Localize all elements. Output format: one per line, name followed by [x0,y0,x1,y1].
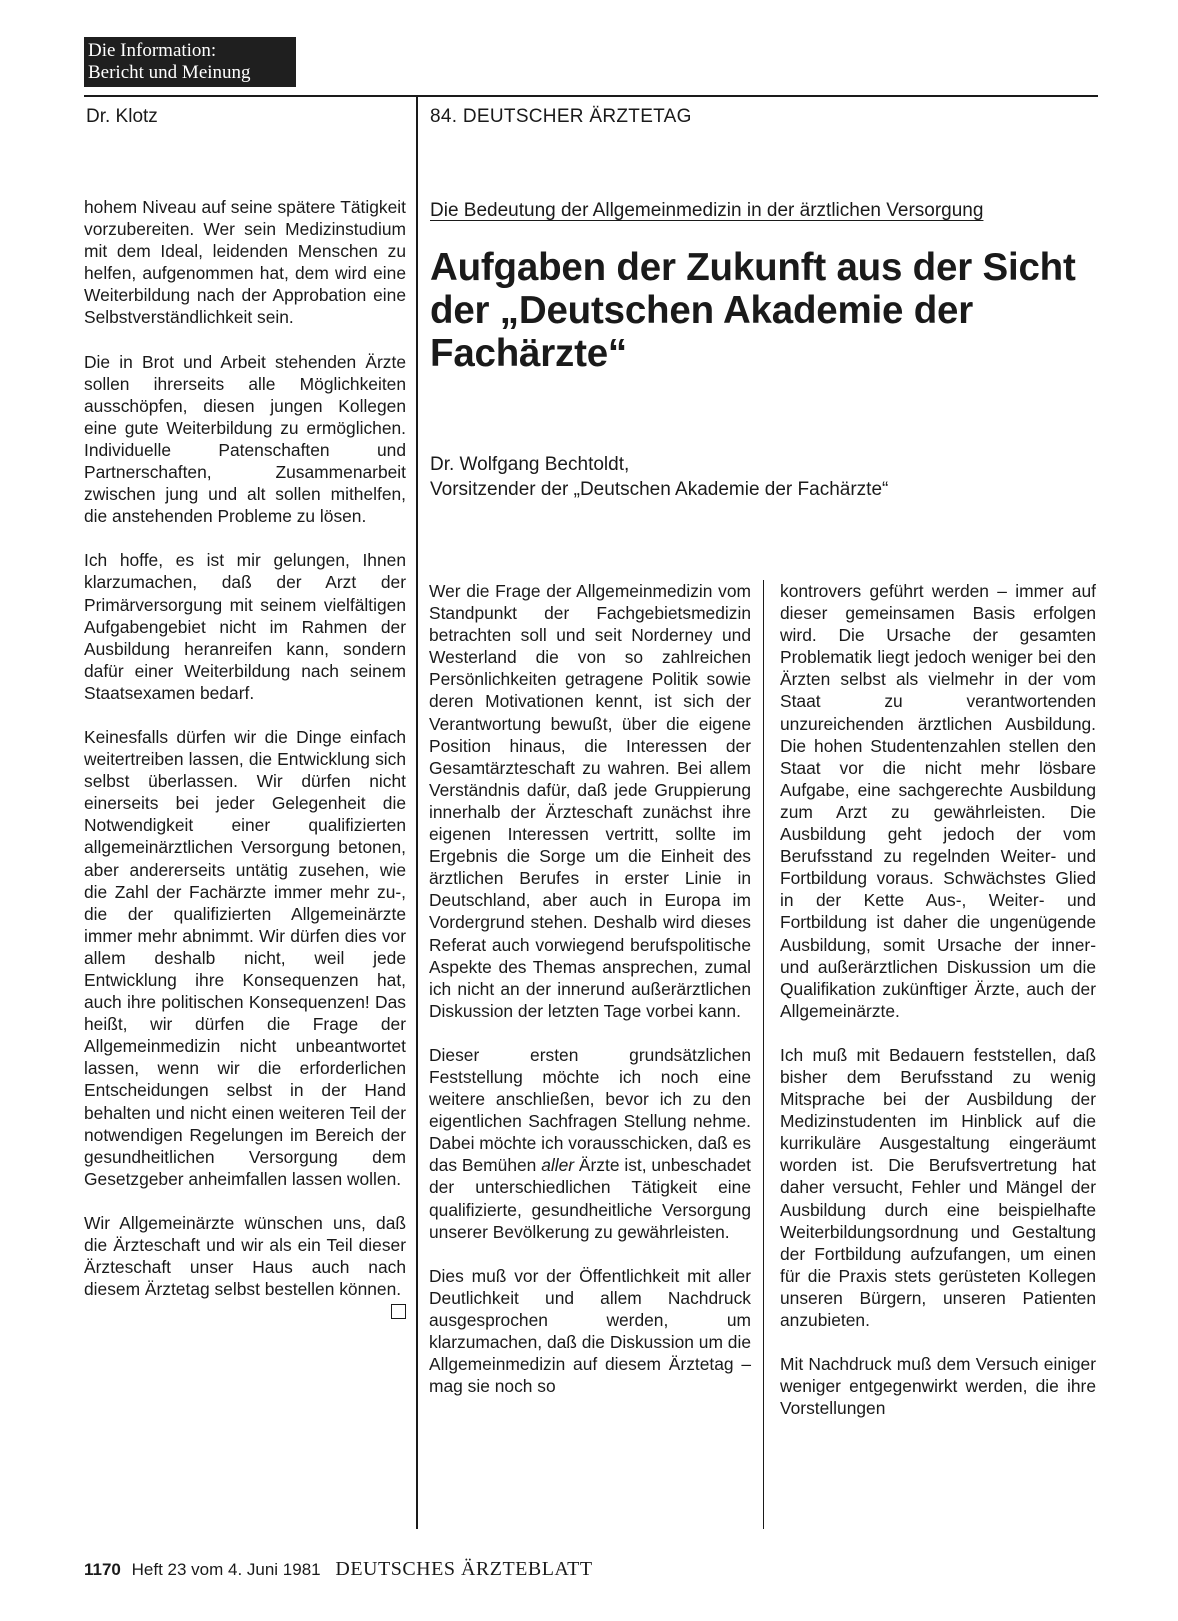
end-of-article-square-icon [391,1304,406,1319]
paragraph: Keinesfalls dürfen wir die Dinge einfach weitertreiben lassen, die Entwicklung sich selbst überlassen. Wir dürfen nicht einerseits bei jeder Gelegenheit die Notwendigkeit einer qualifizierten allgemeinärztlichen Versorgung betonen, aber andererseits untätig zusehen, wie die Zahl der Fachärzte immer mehr zu-, die der qualifizierten Allgemeinärzte immer mehr abnimmt. Wir dürfen dies vor allem deshalb nicht, weil jede Entwicklung ihre Konsequenzen hat, auch ihre politischen Konsequenzen! Das heißt, wir dürfen die Frage der Allgemeinmedizin nicht unbeantwortet lassen, wenn wir die erforderlichen Entscheidungen selbst in der Hand behalten und nicht einen weiteren Teil der notwendigen Regelungen im Bereich der gesundheitlichen Versorgung dem Gesetzgeber anheimfallen lassen wollen. [84,726,406,1189]
section-badge-line2: Bericht und Meinung [88,62,251,83]
article-author [430,452,888,502]
paragraph-final-text: Wir Allgemeinärzte wünschen uns, daß die Ärzteschaft und wir als ein Teil dieser Ärzteschaft unser Haus auch nach diesem Ärztetag selbst bestellen können. [84,1212,406,1300]
emphasis-text: aller [541,1155,575,1176]
issue-info: Heft 23 vom 4. Juni 1981 [131,1560,321,1579]
column-left [84,196,406,1319]
paragraph: hohem Niveau auf seine spätere Tätigkeit vorzubereiten. Wer sein Medizinstudium mit dem Ideal, leidenden Menschen zu helfen, aufgenommen hat, dem wird eine Weiterbildung nach der Approbation eine Selbstverständlichkeit sein. [84,197,406,328]
article-kicker: Die Bedeutung der Allgemeinmedizin in der ärztlichen Versorgung [430,200,984,221]
paragraph: Ich hoffe, es ist mir gelungen, Ihnen klarzumachen, daß der Arzt der Primärversorgung mit seinem vielfältigen Aufgabengebiet nicht im Rahmen der Ausbildung heranreifen kann, sondern dafür einer Weiterbildung nach seinem Staatsexamen bedarf. [84,550,406,703]
column-divider-main [416,97,418,1529]
page-footer [84,1558,593,1581]
section-badge-line1: Die Information: [88,40,217,61]
author-name: Dr. Wolfgang Bechtoldt, [430,454,630,475]
running-head-author: Dr. Klotz [86,106,158,127]
article-headline: Aufgaben der Zukunft aus der Sicht der „Deutschen Akademie der Fachärzte“ [430,246,1076,375]
author-role: Vorsitzender der „Deutschen Akademie der Fachärzte“ [430,479,889,500]
header-rule [84,95,1098,97]
magazine-name: DEUTSCHES ÄRZTEBLATT [335,1558,593,1580]
paragraph: Mit Nachdruck muß dem Versuch einiger weniger entgegenwirkt werden, die ihre Vorstellungen [780,1354,1096,1419]
paragraph-text-part: Dieser ersten grundsätzlichen Feststellung möchte ich noch eine weitere anschließen, bevor ich zu den eigentlichen Sachfragen Stellung nehme. Dabei möchte ich vorausschicken, daß es das Bemühen [429,1044,751,1176]
paragraph: Ich muß mit Bedauern feststellen, daß bisher dem Berufsstand zu wenig Mitsprache bei der Ausbildung der Medizinstudenten im Hinblick auf die kurrikuläre Ausgestaltung eingeräumt worden ist. Die Berufsvertretung hat daher versucht, Fehler und Mängel der Ausbildung durch eine beispielhafte Weiterbildungsordnung und Gestaltung der Fortbildung aufzufangen, um einen für die Praxis stets gerüsteten Kollegen unseren Bürgern, unseren Patienten anzubieten. [780,1044,1096,1330]
paragraph [429,1044,751,1243]
paragraph: Die in Brot und Arbeit stehenden Ärzte sollen ihrerseits alle Möglichkeiten ausschöpfen, diesen jungen Kollegen eine gute Weiterbildung zu ermöglichen. Individuelle Patenschaften und Partnerschaften, Zusammenarbeit zwischen jung und alt sollen mithelfen, die anstehenden Probleme zu lösen. [84,351,406,527]
page-number: 1170 [84,1560,121,1579]
paragraph: kontrovers geführt werden – immer auf dieser gemeinsamen Basis erfolgen wird. Die Ursache der gesamten Problematik liegt jedoch weniger bei den Ärzten selbst als vielmehr in der vom Staat zu verantwortenden unzureichenden ärztlichen Ausbildung. Die hohen Studentenzahlen stellen den Staat vor die nicht mehr lösbare Aufgabe, eine sachgerechte Ausbildung zum Arzt zu gewährleisten. Die Ausbildung geht jedoch der vom Berufsstand zu regelnden Weiter- und Fortbildung voraus. Schwächstes Glied in der Kette Aus-, Weiter- und Fortbildung ist daher die ungenügende Ausbildung, somit Ursache der inner- und außerärztlichen Diskussion um die Qualifikation zukünftiger Ärzte, auch der Allgemeinärzte. [780,581,1096,1021]
column-middle [429,580,751,1397]
paragraph-text-part: Ärzte ist, unbeschadet der unterschiedlichen Tätigkeit eine qualifizierte, gesundheitliche Versorgung unserer Bevölkerung zu gewährleisten. [429,1155,752,1242]
running-head-event: 84. DEUTSCHER ÄRZTETAG [430,106,692,127]
column-right [780,580,1096,1419]
column-divider-article [763,580,764,1529]
paragraph: Wer die Frage der Allgemeinmedizin vom Standpunkt der Fachgebietsmedizin betrachten soll und seit Norderney und Westerland die von so zahlreichen Persönlichkeiten getragene Politik sowie deren Motivationen kennt, ist sich der Verantwortung bewußt, über die eigene Position hinaus, die Interessen der Gesamtärzteschaft zu wahren. Bei allem Verständnis dafür, daß jede Gruppierung innerhalb der Ärzteschaft zunächst ihre eigenen Interessen vertritt, sollte im Ergebnis die Sorge um die Einheit des ärztlichen Berufes in erster Linie in Deutschland, aber auch in Europa im Vordergrund stehen. Deshalb wird dieses Referat auch vorwiegend berufspolitische Aspekte des Themas ansprechen, zumal ich nicht an der innerund außerärztlichen Diskussion der letzten Tage vorbei kann. [429,581,751,1021]
paragraph: Dies muß vor der Öffentlichkeit mit aller Deutlichkeit und allem Nachdruck ausgesprochen werden, um klarzumachen, daß die Diskussion um die Allgemeinmedizin auf diesem Ärztetag – mag sie noch so [429,1265,751,1397]
section-badge [84,37,296,87]
paragraph-final [84,1212,406,1300]
